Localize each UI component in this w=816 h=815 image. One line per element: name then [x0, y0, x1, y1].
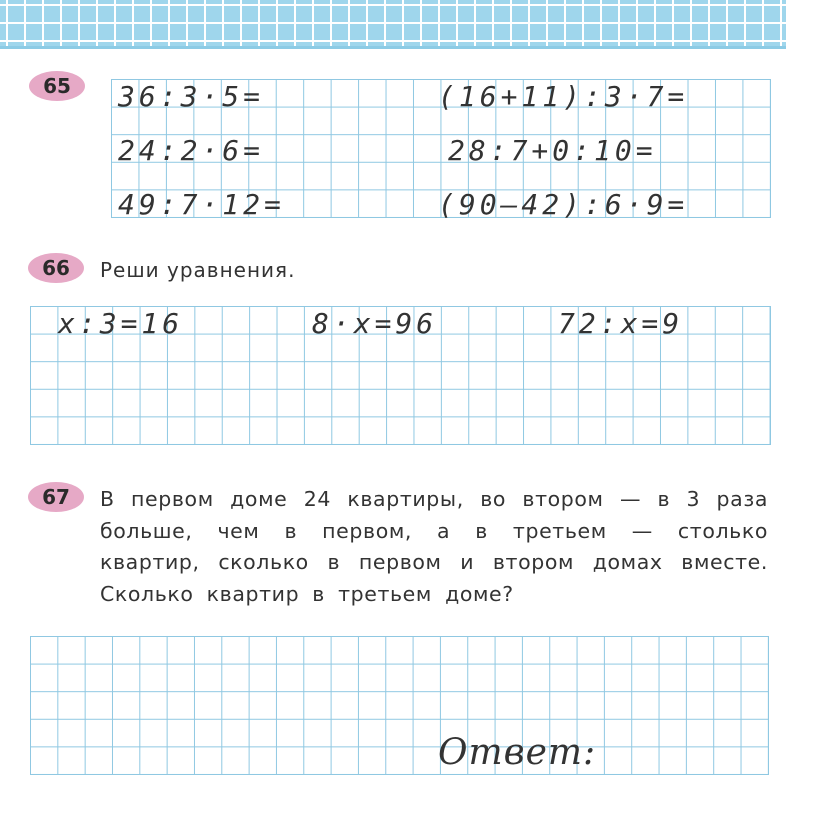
decorative-top-band	[0, 0, 786, 46]
exercise-65-badge: 65	[29, 71, 85, 101]
exercise-66-badge: 66	[28, 253, 84, 283]
exercise-65-expression-3: 49:7·12=	[118, 188, 285, 221]
exercise-65-expression-4: (16+11):3·7=	[438, 80, 689, 113]
exercise-66-prompt: Реши уравнения.	[100, 258, 296, 282]
exercise-67-badge: 67	[28, 482, 84, 512]
exercise-66-equation-2: 8·x=96	[312, 307, 438, 340]
exercise-65-expression-6: (90–42):6·9=	[438, 188, 689, 221]
exercise-65-expression-1: 36:3·5=	[118, 80, 265, 113]
exercise-66-equation-1: x:3=16	[58, 307, 184, 340]
exercise-66-equation-3: 72:x=9	[558, 307, 684, 340]
decorative-top-band-edge	[0, 46, 786, 49]
exercise-65-expression-5: 28:7+0:10=	[448, 134, 657, 167]
exercise-65-expression-2: 24:2·6=	[118, 134, 265, 167]
exercise-67-problem-text: В первом доме 24 квартиры, во втором — в 3 раза больше, чем в первом, а в третьем — столько квартир, сколько в первом и втором домах вместе. Сколько квартир в третьем доме?	[100, 487, 768, 606]
exercise-67-answer-label: Ответ:	[438, 732, 597, 773]
exercise-67-answer-grid[interactable]	[30, 636, 769, 775]
